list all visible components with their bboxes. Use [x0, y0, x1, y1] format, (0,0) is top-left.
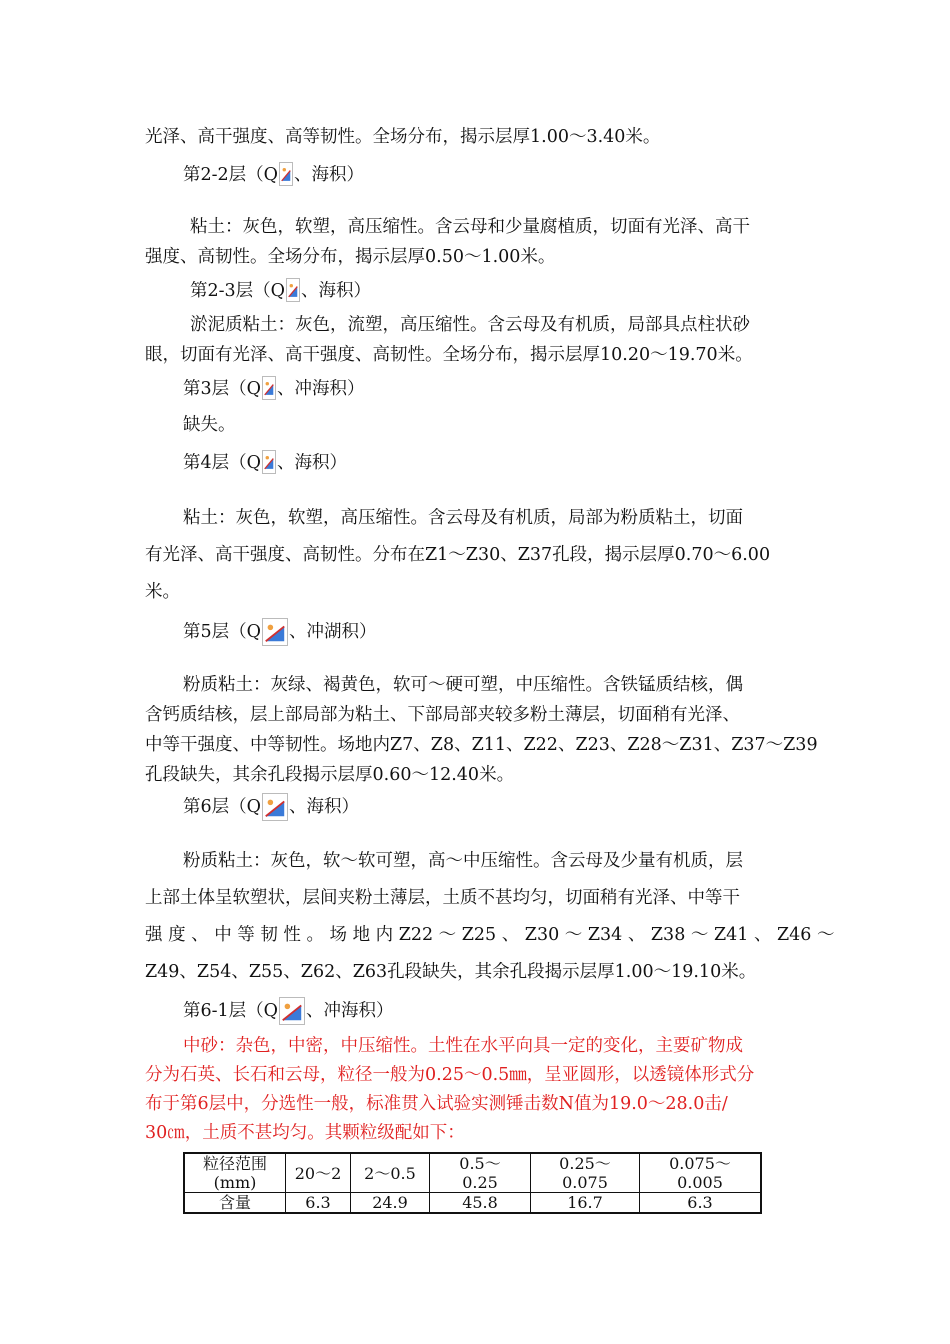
header-text: (mm): [213, 1173, 257, 1192]
heading-suffix: 、海积）: [288, 797, 359, 817]
heading-prefix: 第6层（Q: [183, 797, 261, 817]
header-text: 0.25: [462, 1173, 498, 1192]
table-row: [184, 1193, 761, 1214]
text-line: 粘土：灰色，软塑，高压缩性。含云母和少量腐植质，切面有光泽、高干: [190, 217, 750, 237]
text-line: 缺失。: [183, 415, 236, 435]
heading-prefix: 第2-3层（Q: [190, 281, 286, 301]
table-header-cell: 20～2: [286, 1153, 351, 1193]
table-cell: 24.9: [351, 1193, 430, 1214]
layer-heading-2-3: [190, 278, 371, 303]
table-header-cell: [430, 1153, 531, 1193]
layer-heading-6-1: [183, 997, 394, 1025]
heading-suffix: 、海积）: [276, 453, 347, 473]
broken-image-icon: [262, 793, 288, 821]
broken-image-icon: [279, 997, 305, 1025]
table-header-cell: 2～0.5: [351, 1153, 430, 1193]
text-line: 粉质粘土：灰色，软～软可塑，高～中压缩性。含云母及少量有机质，层: [183, 851, 743, 871]
heading-suffix: 、冲海积）: [306, 1001, 394, 1021]
header-text: 粒径范围: [202, 1154, 267, 1173]
broken-image-icon: [262, 618, 288, 646]
layer-heading-6: [183, 793, 359, 821]
table-cell: 45.8: [430, 1193, 531, 1214]
table-header-row: [184, 1153, 761, 1193]
text-line: 孔段缺失，其余孔段揭示层厚0.60～12.40米。: [145, 765, 515, 785]
header-text: 0.075: [562, 1173, 608, 1192]
heading-suffix: 、冲海积）: [276, 379, 365, 399]
layer-heading-3: [183, 376, 364, 401]
text-line: 强 度 、 中 等 韧 性 。 场 地 内 Z22 ～ Z25 、 Z30 ～ Z34 、 Z38 ～ Z41 、 Z46 ～: [145, 925, 835, 945]
heading-suffix: 、海积）: [294, 165, 365, 185]
layer-heading-4: [183, 450, 347, 475]
table-header-cell: [640, 1153, 762, 1193]
table-row-label: 含量: [184, 1193, 286, 1214]
header-text: 0.5～: [459, 1154, 501, 1173]
layer-heading-2-2: [183, 162, 364, 187]
header-text: 0.005: [677, 1173, 723, 1192]
text-line: 粉质粘土：灰绿、褐黄色，软可～硬可塑，中压缩性。含铁锰质结核，偶: [183, 675, 743, 695]
text-line: 分为石英、长石和云母，粒径一般为0.25～0.5㎜，呈亚圆形，以透镜体形式分: [145, 1065, 755, 1085]
table-header-cell: [531, 1153, 640, 1193]
heading-prefix: 第2-2层（Q: [183, 165, 279, 185]
heading-suffix: 、冲湖积）: [288, 622, 377, 642]
layer-heading-5: [183, 618, 376, 646]
header-text: 0.25～: [559, 1154, 611, 1173]
text-line: 光泽、高干强度、高等韧性。全场分布，揭示层厚1.00～3.40米。: [145, 127, 661, 147]
grain-size-table: [183, 1152, 762, 1214]
text-line: 眼，切面有光泽、高干强度、高韧性。全场分布，揭示层厚10.20～19.70米。: [145, 345, 753, 365]
broken-image-icon: [286, 278, 300, 302]
table-header-cell: [184, 1153, 286, 1193]
text-line: 米。: [145, 582, 180, 602]
text-line: 上部土体呈软塑状，层间夹粉土薄层，土质不甚均匀，切面稍有光泽、中等干: [145, 888, 740, 908]
text-line: 中砂：杂色，中密，中压缩性。土性在水平向具一定的变化，主要矿物成: [183, 1036, 743, 1056]
broken-image-icon: [262, 376, 276, 400]
heading-prefix: 第4层（Q: [183, 453, 261, 473]
text-line: 粘土：灰色，软塑，高压缩性。含云母及有机质，局部为粉质粘土，切面: [183, 508, 743, 528]
heading-suffix: 、海积）: [301, 281, 372, 301]
text-line: 有光泽、高干强度、高韧性。分布在Z1～Z30、Z37孔段，揭示层厚0.70～6.00: [145, 545, 771, 565]
text-line: 30㎝，土质不甚均匀。其颗粒级配如下：: [145, 1123, 465, 1143]
text-line: 布于第6层中，分选性一般，标准贯入试验实测锤击数N值为19.0～28.0击/: [145, 1094, 728, 1114]
text-line: 含钙质结核，层上部局部为粘土、下部局部夹较多粉土薄层，切面稍有光泽、: [145, 705, 740, 725]
text-line: 淤泥质粘土：灰色，流塑，高压缩性。含云母及有机质，局部具点柱状砂: [190, 315, 750, 335]
text-line: 强度、高韧性。全场分布，揭示层厚0.50～1.00米。: [145, 247, 556, 267]
heading-prefix: 第5层（Q: [183, 622, 261, 642]
broken-image-icon: [262, 450, 276, 474]
heading-prefix: 第3层（Q: [183, 379, 261, 399]
text-line: Z49、Z54、Z55、Z62、Z63孔段缺失，其余孔段揭示层厚1.00～19.10米。: [145, 962, 757, 982]
table-cell: 6.3: [640, 1193, 762, 1214]
table-cell: 6.3: [286, 1193, 351, 1214]
header-text: 0.075～: [669, 1154, 731, 1173]
broken-image-icon: [279, 162, 293, 186]
table-cell: 16.7: [531, 1193, 640, 1214]
heading-prefix: 第6-1层（Q: [183, 1001, 279, 1021]
text-line: 中等干强度、中等韧性。场地内Z7、Z8、Z11、Z22、Z23、Z28～Z31、Z37～Z39: [145, 735, 818, 755]
